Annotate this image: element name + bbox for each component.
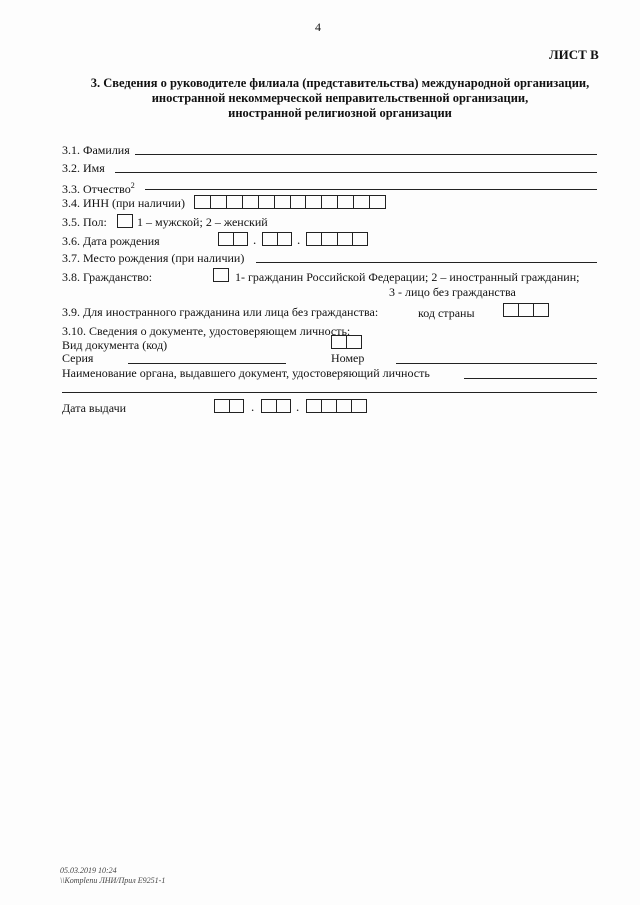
gender-label: 3.5. Пол:	[62, 215, 107, 229]
citizenship-label: 3.8. Гражданство:	[62, 270, 153, 284]
citizenship-options-1: 1- гражданин Российской Федерации; 2 – иностранный гражданин;	[235, 270, 580, 284]
issue-day-cells[interactable]	[214, 399, 244, 413]
name-field[interactable]	[115, 172, 597, 173]
date-separator: .	[253, 232, 257, 247]
issue-date-label: Дата выдачи	[62, 401, 127, 415]
birth-place-label: 3.7. Место рождения (при наличии)	[62, 251, 245, 265]
patronymic-field[interactable]	[145, 189, 597, 190]
series-field[interactable]	[128, 363, 286, 364]
surname-label: 3.1. Фамилия	[62, 143, 130, 157]
gender-cell[interactable]	[117, 214, 133, 228]
series-label: Серия	[62, 351, 94, 365]
footnote-marker: 2	[130, 181, 135, 190]
issuer-label: Наименование органа, выдавшего документ, удостоверяющий личность	[62, 366, 430, 380]
patronymic-text: 3.3. Отчество	[62, 182, 131, 196]
birth-day-cells[interactable]	[218, 232, 248, 246]
section-title-line-1: 3. Сведения о руководителе филиала (представительства) международной организации,	[90, 76, 590, 90]
birth-place-field[interactable]	[256, 262, 597, 263]
section-title-line-3: иностранной религиозной организации	[228, 106, 452, 120]
foreign-label: 3.9. Для иностранного гражданина или лица без гражданства:	[62, 305, 379, 319]
sheet-label: ЛИСТ В	[549, 47, 599, 62]
identity-doc-label: 3.10. Сведения о документе, удостоверяющем личность:	[62, 324, 351, 338]
issuer-field-short[interactable]	[464, 378, 597, 379]
issue-month-cells[interactable]	[261, 399, 291, 413]
doc-type-label: Вид документа (код)	[62, 338, 168, 352]
citizenship-options-2: 3 - лицо без гражданства	[389, 285, 516, 299]
surname-field[interactable]	[135, 154, 597, 155]
inn-label: 3.4. ИНН (при наличии)	[62, 196, 185, 210]
citizenship-cell[interactable]	[213, 268, 229, 282]
doc-type-cells[interactable]	[331, 335, 362, 349]
date-separator: .	[297, 232, 301, 247]
issue-year-cells[interactable]	[306, 399, 367, 413]
date-separator: .	[296, 399, 300, 414]
date-separator: .	[251, 399, 255, 414]
issuer-field-full[interactable]	[62, 392, 597, 393]
inn-cells[interactable]	[194, 195, 386, 209]
footer-file-path: \\Komplenu ЛНИ/Прил Е9251-1	[60, 876, 166, 885]
birth-month-cells[interactable]	[262, 232, 292, 246]
page-number: 4	[315, 20, 321, 34]
footer-timestamp: 05.03.2019 10:24	[60, 866, 117, 875]
birth-date-label: 3.6. Дата рождения	[62, 234, 160, 248]
country-code-cells[interactable]	[503, 303, 549, 317]
name-label: 3.2. Имя	[62, 161, 105, 175]
patronymic-label	[62, 179, 135, 196]
number-label: Номер	[331, 351, 365, 365]
birth-year-cells[interactable]	[306, 232, 368, 246]
number-field[interactable]	[396, 363, 597, 364]
gender-options: 1 – мужской; 2 – женский	[137, 215, 268, 229]
section-title-line-2: иностранной некоммерческой неправительственной организации,	[151, 91, 529, 105]
country-code-label: код страны	[418, 306, 475, 320]
section-title	[60, 76, 620, 121]
